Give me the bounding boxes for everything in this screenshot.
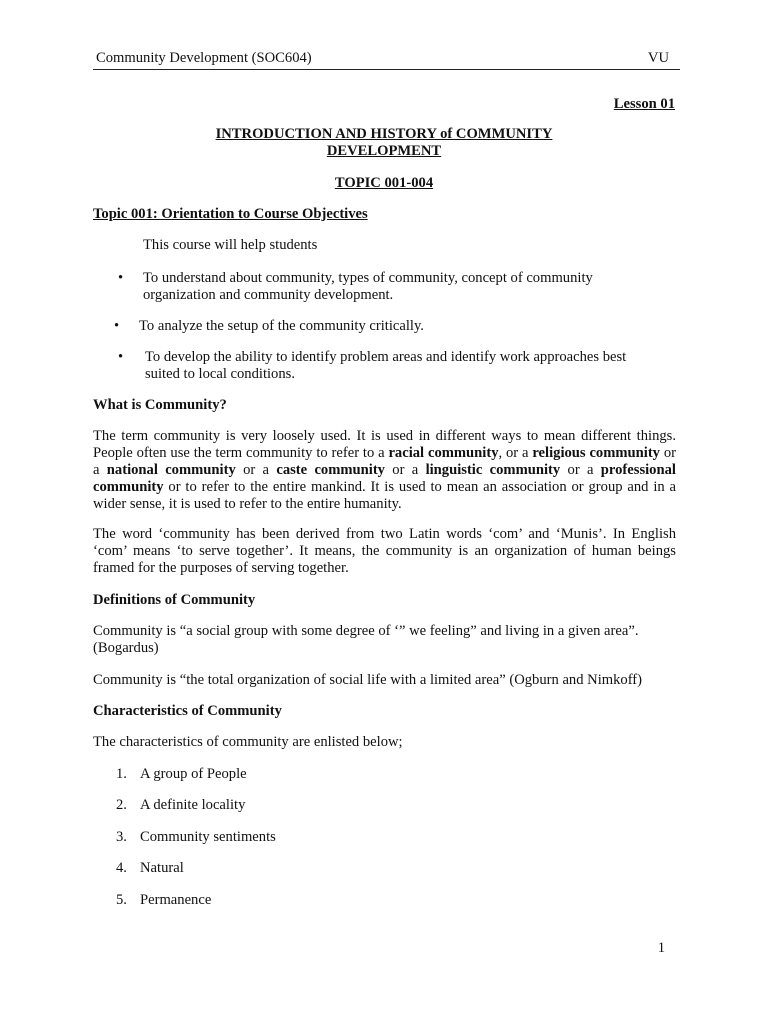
section-heading-definitions: Definitions of Community <box>93 592 256 608</box>
list-item: 2. A definite locality <box>116 797 246 813</box>
bullet-icon: • <box>114 318 120 334</box>
topic-range: TOPIC 001-004 <box>334 175 434 191</box>
topic-001-heading: Topic 001: Orientation to Course Objectives <box>93 206 368 222</box>
definition-ogburn-nimkoff: Community is “the total organization of social life with a limited area” (Ogburn and Nimkoff) <box>93 672 643 688</box>
paragraph-etymology: The word ‘community has been derived from two Latin words ‘com’ and ‘Munis’. In English ‘com’ means ‘to serve together’. It means, the community is an organization of human beings framed for the purposes of serving together. <box>93 526 676 576</box>
bullet-line: organization and community development. <box>143 287 394 303</box>
header-rule <box>93 69 680 70</box>
section-heading-characteristics: Characteristics of Community <box>93 703 282 719</box>
paragraph-community-usage: The term community is very loosely used. It is used in different ways to mean different things. People often use the term community to refer to a racial community, or a religious community or a national community or a caste community or a linguistic community or a professional community or to refer to the entire mankind. It is used to mean an association or group and in a wider sense, it is used to refer to the entire humanity. <box>93 428 676 512</box>
title-line-2: DEVELOPMENT <box>326 143 442 159</box>
list-item: 4. Natural <box>116 860 184 876</box>
header-course-title: Community Development (SOC604) <box>96 50 312 66</box>
bullet-line: suited to local conditions. <box>145 366 295 382</box>
bullet-line: To analyze the setup of the community critically. <box>139 318 424 334</box>
list-item: 5. Permanence <box>116 892 212 908</box>
intro-text: This course will help students <box>143 237 318 253</box>
characteristics-intro: The characteristics of community are enlisted below; <box>93 734 403 750</box>
page-number: 1 <box>657 940 665 956</box>
section-heading-what-is-community: What is Community? <box>93 397 227 413</box>
lesson-label: Lesson 01 <box>613 96 675 112</box>
definition-bogardus: Community is “a social group with some degree of ‘” we feeling” and living in a given area”. (Bogardus) <box>93 623 639 656</box>
bullet-line: To understand about community, types of community, concept of community <box>143 270 593 286</box>
page-title <box>180 126 588 160</box>
bullet-icon: • <box>118 270 124 286</box>
title-line-1: INTRODUCTION AND HISTORY of COMMUNITY <box>215 126 553 142</box>
bullet-line: To develop the ability to identify problem areas and identify work approaches best <box>145 349 627 365</box>
header-org: VU <box>647 50 669 66</box>
bullet-icon: • <box>118 349 124 365</box>
list-item: 1. A group of People <box>116 766 247 782</box>
list-item: 3. Community sentiments <box>116 829 276 845</box>
